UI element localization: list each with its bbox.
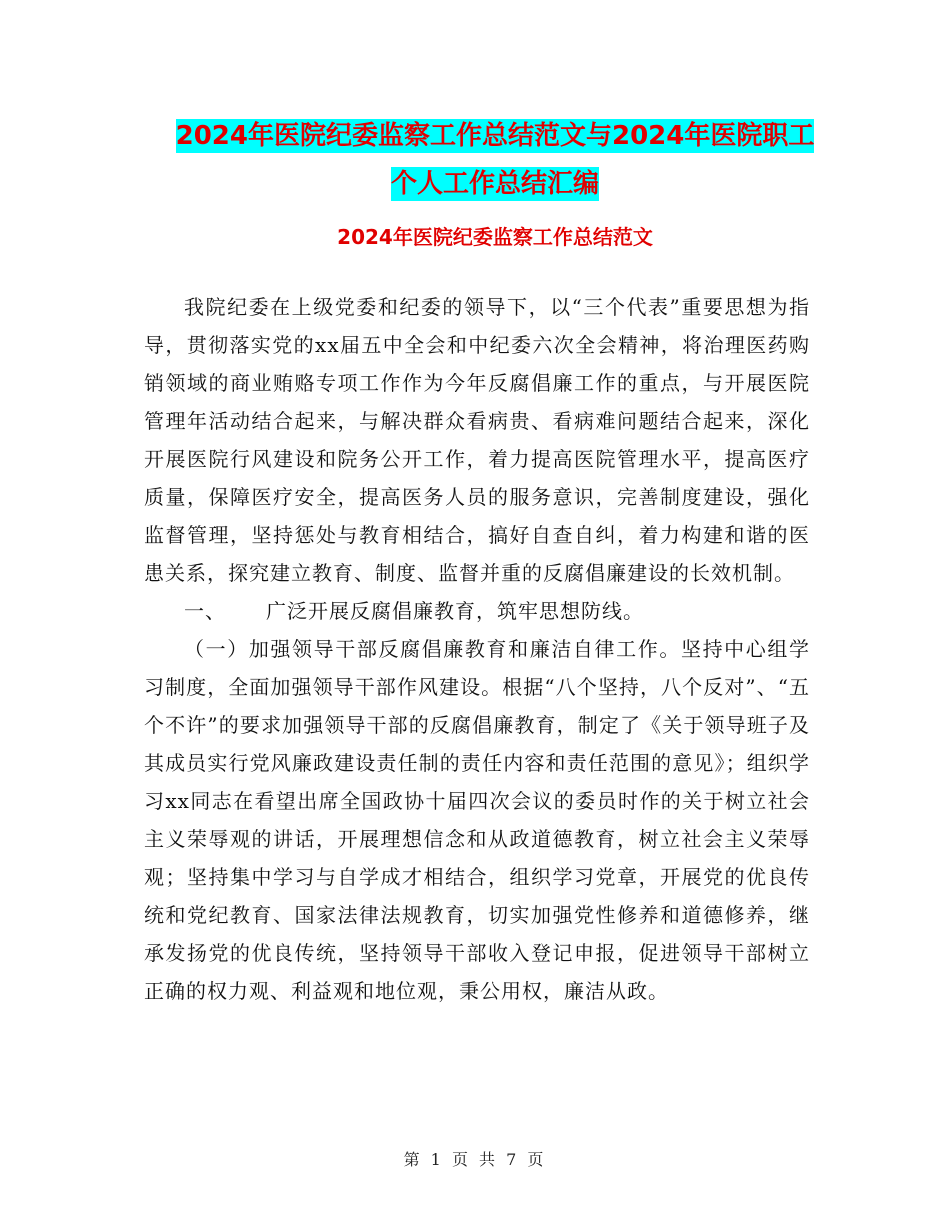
heading-1 <box>144 592 810 630</box>
title-line-1: 2024年医院纪委监察工作总结范文与2024年医院职工 <box>175 121 815 151</box>
title-line-2: 个人工作总结汇编 <box>390 169 599 199</box>
heading-1-text: 广泛开展反腐倡廉教育，筑牢思想防线。 <box>266 599 644 623</box>
paragraph-leadership: （一）加强领导干部反腐倡廉教育和廉洁自律工作。坚持中心组学习制度，全面加强领导干部作风建设。根据“八个坚持，八个反对”、“五个不许”的要求加强领导干部的反腐倡廉教育，制定了《关于领导班子及其成员实行党风廉政建设责任制的责任内容和责任范围的意见》；组织学习xx同志在看望出席全国政协十届四次会议的委员时作的关于树立社会主义荣辱观的讲话，开展理想信念和从政道德教育，树立社会主义荣辱观；坚持集中学习与自学成才相结合，组织学习党章，开展党的优良传统和党纪教育、国家法律法规教育，切实加强党性修养和道德修养，继承发扬党的优良传统，坚持领导干部收入登记申报，促进领导干部树立正确的权力观、利益观和地位观，秉公用权，廉洁从政。 <box>144 637 810 1003</box>
page-footer: 第 1 页 共 7 页 <box>403 1150 547 1169</box>
document-title <box>150 112 840 208</box>
heading-1-number: 一、 <box>184 599 226 623</box>
section-title: 2024年医院纪委监察工作总结范文 <box>337 225 653 249</box>
paragraph-intro: 我院纪委在上级党委和纪委的领导下，以“三个代表”重要思想为指导，贯彻落实党的xx届五中全会和中纪委六次全会精神，将治理医药购销领域的商业贿赂专项工作作为今年反腐倡廉工作的重点，与开展医院管理年活动结合起来，与解决群众看病贵、看病难问题结合起来，深化开展医院行风建设和院务公开工作，着力提高医院管理水平，提高医疗质量，保障医疗安全，提高医务人员的服务意识，完善制度建设，强化监督管理，坚持惩处与教育相结合，搞好自查自纠，着力构建和谐的医患关系，探究建立教育、制度、监督并重的反腐倡廉建设的长效机制。 <box>144 295 810 585</box>
document-body <box>144 288 810 1010</box>
